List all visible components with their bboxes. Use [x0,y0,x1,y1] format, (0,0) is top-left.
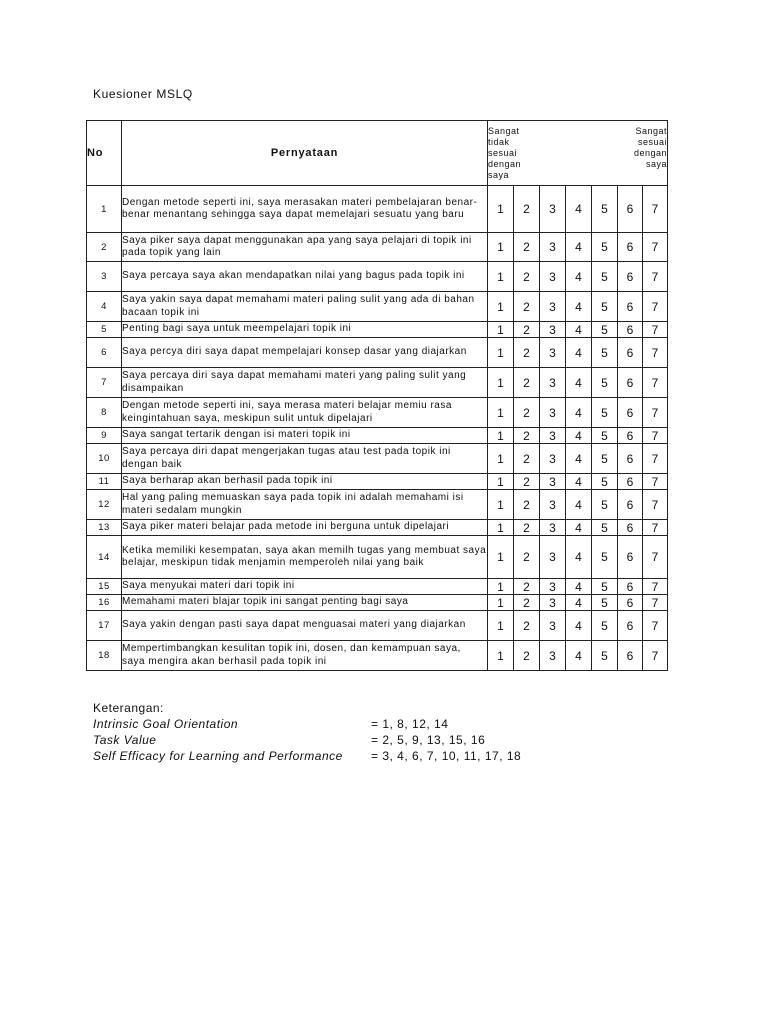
row-number: 10 [87,444,122,474]
scale-option-3[interactable]: 3 [540,398,566,428]
scale-option-2[interactable]: 2 [514,444,540,474]
table-row [87,611,668,641]
statement-text: Saya piker materi belajar pada metode ini berguna untuk dipelajari [122,520,488,536]
note-item [93,732,521,748]
scale-option-3[interactable]: 3 [540,474,566,490]
scale-option-5[interactable]: 5 [592,579,618,595]
scale-label-line: saya [488,169,510,180]
scale-option-2[interactable]: 2 [514,428,540,444]
statement-text: Saya percya diri saya dapat mempelajari konsep dasar yang diajarkan [122,338,488,368]
scale-option-7[interactable]: 7 [643,398,668,428]
scale-option-5[interactable]: 5 [592,292,618,322]
table-row [87,322,668,338]
scale-option-5[interactable]: 5 [592,490,618,520]
statement-text: Dengan metode seperti ini, saya merasa materi belajar memiu rasa keingintahuan saya, meskipun sulit untuk dipelajari [122,398,488,428]
no-column-header: No [87,121,122,186]
scale-label-line: tidak [488,136,510,147]
scale-option-5[interactable]: 5 [592,595,618,611]
scale-option-7[interactable]: 7 [643,536,668,579]
scale-option-5[interactable]: 5 [592,444,618,474]
scale-option-2[interactable]: 2 [514,611,540,641]
scale-option-7[interactable]: 7 [643,233,668,262]
scale-option-7[interactable]: 7 [643,641,668,671]
scale-option-2[interactable]: 2 [514,520,540,536]
scale-option-3[interactable]: 3 [540,611,566,641]
scale-option-7[interactable]: 7 [643,444,668,474]
scale-option-4[interactable]: 4 [566,398,592,428]
row-number: 18 [87,641,122,671]
scale-label-line: Sangat [488,125,520,136]
scale-option-3[interactable]: 3 [540,262,566,292]
scale-label-line: sesuai [638,136,668,147]
scale-option-7[interactable]: 7 [643,595,668,611]
statement-text: Penting bagi saya untuk meempelajari topik ini [122,322,488,338]
table-row [87,338,668,368]
table-row [87,595,668,611]
scale-option-4[interactable]: 4 [566,322,592,338]
scale-option-1[interactable]: 1 [488,536,514,579]
scale-option-5[interactable]: 5 [592,536,618,579]
statement-text: Hal yang paling memuaskan saya pada topik ini adalah memahami isi materi sedalam mungkin [122,490,488,520]
table-body [87,186,668,671]
scale-option-6[interactable]: 6 [618,474,643,490]
scale-option-7[interactable]: 7 [643,262,668,292]
statement-text: Saya berharap akan berhasil pada topik ini [122,474,488,490]
scale-option-3[interactable]: 3 [540,595,566,611]
scale-option-3[interactable]: 3 [540,186,566,233]
statement-text: Ketika memiliki kesempatan, saya akan memilh tugas yang membuat saya belajar, meskipun tidak menjamin memperoleh nilai yang baik [122,536,488,579]
statement-column-header: Pernyataan [122,121,488,186]
scale-option-6[interactable]: 6 [618,490,643,520]
scale-option-4[interactable]: 4 [566,368,592,398]
scale-option-5[interactable]: 5 [592,233,618,262]
scale-option-3[interactable]: 3 [540,579,566,595]
table-row [87,398,668,428]
scale-option-5[interactable]: 5 [592,338,618,368]
scale-option-7[interactable]: 7 [643,368,668,398]
row-number: 14 [87,536,122,579]
row-number: 1 [87,186,122,233]
scale-option-2[interactable]: 2 [514,322,540,338]
scale-option-2[interactable]: 2 [514,398,540,428]
scale-option-2[interactable]: 2 [514,490,540,520]
statement-text: Saya percaya saya akan mendapatkan nilai yang bagus pada topik ini [122,262,488,292]
scale-option-4[interactable]: 4 [566,233,592,262]
questionnaire-table [86,120,668,671]
scale-option-5[interactable]: 5 [592,398,618,428]
scale-option-6[interactable]: 6 [618,641,643,671]
table-row [87,262,668,292]
scale-option-7[interactable]: 7 [643,490,668,520]
table-row [87,428,668,444]
table-row [87,520,668,536]
scale-option-2[interactable]: 2 [514,186,540,233]
row-number: 16 [87,595,122,611]
scale-option-6[interactable]: 6 [618,233,643,262]
scale-option-3[interactable]: 3 [540,233,566,262]
scale-left-label [488,126,521,181]
scale-option-6[interactable]: 6 [618,520,643,536]
scale-label-line: sesuai [488,147,518,158]
statement-text: Saya sangat tertarik dengan isi materi topik ini [122,428,488,444]
scale-option-1[interactable]: 1 [488,322,514,338]
note-label: Self Efficacy for Learning and Performance [93,749,343,763]
row-number: 12 [87,490,122,520]
row-number: 15 [87,579,122,595]
scale-option-1[interactable]: 1 [488,444,514,474]
scale-option-6[interactable]: 6 [618,444,643,474]
scale-column-header [488,121,668,186]
scale-option-4[interactable]: 4 [566,292,592,322]
scale-option-3[interactable]: 3 [540,490,566,520]
scale-option-3[interactable]: 3 [540,520,566,536]
scale-option-4[interactable]: 4 [566,428,592,444]
scale-label-line: saya [646,158,668,169]
scale-option-4[interactable]: 4 [566,474,592,490]
scale-option-1[interactable]: 1 [488,262,514,292]
scale-option-2[interactable]: 2 [514,579,540,595]
scale-right-label [634,126,667,181]
scale-option-4[interactable]: 4 [566,579,592,595]
scale-option-3[interactable]: 3 [540,292,566,322]
statement-text: Mempertimbangkan kesulitan topik ini, dosen, dan kemampuan saya, saya mengira akan berhasil pada topik ini [122,641,488,671]
scale-option-7[interactable]: 7 [643,292,668,322]
row-number: 9 [87,428,122,444]
row-number: 13 [87,520,122,536]
scale-option-7[interactable]: 7 [643,428,668,444]
scale-option-2[interactable]: 2 [514,233,540,262]
notes-heading: Keterangan: [93,701,164,715]
scale-option-1[interactable]: 1 [488,490,514,520]
scale-option-2[interactable]: 2 [514,262,540,292]
table-row [87,186,668,233]
statement-text: Saya piker saya dapat menggunakan apa yang saya pelajari di topik ini pada topik yang lain [122,233,488,262]
table-row [87,641,668,671]
scale-option-1[interactable]: 1 [488,428,514,444]
scale-option-4[interactable]: 4 [566,520,592,536]
row-number: 6 [87,338,122,368]
scale-option-4[interactable]: 4 [566,595,592,611]
scale-option-3[interactable]: 3 [540,322,566,338]
legend-notes [93,700,521,764]
row-number: 5 [87,322,122,338]
note-item [93,748,521,764]
scale-option-5[interactable]: 5 [592,611,618,641]
scale-option-5[interactable]: 5 [592,322,618,338]
statement-text: Dengan metode seperti ini, saya merasakan materi pembelajaran benar-benar menantang sehingga saya dapat memelajari sesuatu yang baru [122,186,488,233]
scale-option-5[interactable]: 5 [592,186,618,233]
scale-option-4[interactable]: 4 [566,338,592,368]
scale-option-5[interactable]: 5 [592,428,618,444]
scale-option-3[interactable]: 3 [540,536,566,579]
scale-option-2[interactable]: 2 [514,641,540,671]
note-value: = 1, 8, 12, 14 [371,717,449,731]
scale-option-2[interactable]: 2 [514,292,540,322]
scale-option-1[interactable]: 1 [488,186,514,233]
scale-option-6[interactable]: 6 [618,611,643,641]
scale-option-1[interactable]: 1 [488,233,514,262]
row-number: 17 [87,611,122,641]
scale-option-4[interactable]: 4 [566,490,592,520]
statement-text: Saya yakin dengan pasti saya dapat menguasai materi yang diajarkan [122,611,488,641]
scale-option-6[interactable]: 6 [618,262,643,292]
table-row [87,444,668,474]
table-row [87,474,668,490]
scale-option-1[interactable]: 1 [488,368,514,398]
scale-option-5[interactable]: 5 [592,641,618,671]
statement-text: Saya menyukai materi dari topik ini [122,579,488,595]
table-row [87,233,668,262]
scale-option-5[interactable]: 5 [592,368,618,398]
scale-option-4[interactable]: 4 [566,611,592,641]
scale-option-6[interactable]: 6 [618,428,643,444]
row-number: 3 [87,262,122,292]
scale-option-1[interactable]: 1 [488,474,514,490]
scale-option-1[interactable]: 1 [488,595,514,611]
note-value: = 3, 4, 6, 7, 10, 11, 17, 18 [371,749,522,763]
table-row [87,536,668,579]
scale-option-6[interactable]: 6 [618,398,643,428]
row-number: 11 [87,474,122,490]
scale-option-2[interactable]: 2 [514,368,540,398]
scale-option-7[interactable]: 7 [643,474,668,490]
scale-option-4[interactable]: 4 [566,536,592,579]
scale-option-1[interactable]: 1 [488,398,514,428]
table-row [87,579,668,595]
scale-option-2[interactable]: 2 [514,536,540,579]
scale-option-2[interactable]: 2 [514,595,540,611]
scale-option-6[interactable]: 6 [618,292,643,322]
scale-option-1[interactable]: 1 [488,520,514,536]
scale-option-6[interactable]: 6 [618,186,643,233]
scale-option-6[interactable]: 6 [618,595,643,611]
scale-option-3[interactable]: 3 [540,641,566,671]
scale-option-6[interactable]: 6 [618,338,643,368]
scale-option-4[interactable]: 4 [566,444,592,474]
row-number: 4 [87,292,122,322]
statement-text: Memahami materi blajar topik ini sangat penting bagi saya [122,595,488,611]
statement-text: Saya percaya diri saya dapat memahami materi yang paling sulit yang disampaikan [122,368,488,398]
scale-option-2[interactable]: 2 [514,338,540,368]
scale-option-1[interactable]: 1 [488,579,514,595]
scale-option-4[interactable]: 4 [566,641,592,671]
row-number: 7 [87,368,122,398]
scale-option-3[interactable]: 3 [540,444,566,474]
scale-option-1[interactable]: 1 [488,641,514,671]
scale-option-5[interactable]: 5 [592,520,618,536]
scale-option-3[interactable]: 3 [540,338,566,368]
scale-option-2[interactable]: 2 [514,474,540,490]
scale-option-7[interactable]: 7 [643,338,668,368]
statement-text: Saya percaya diri dapat mengerjakan tugas atau test pada topik ini dengan baik [122,444,488,474]
scale-option-4[interactable]: 4 [566,186,592,233]
row-number: 2 [87,233,122,262]
scale-label-line: dengan [634,147,668,158]
document-title: Kuesioner MSLQ [93,87,193,101]
statement-text: Saya yakin saya dapat memahami materi paling sulit yang ada di bahan bacaan topik ini [122,292,488,322]
scale-option-7[interactable]: 7 [643,322,668,338]
table-header-row [87,121,668,186]
scale-option-3[interactable]: 3 [540,428,566,444]
scale-option-7[interactable]: 7 [643,520,668,536]
scale-option-5[interactable]: 5 [592,262,618,292]
scale-label-line: Sangat [635,125,668,136]
scale-option-4[interactable]: 4 [566,262,592,292]
note-label: Intrinsic Goal Orientation [93,717,239,731]
note-item [93,716,521,732]
note-value: = 2, 5, 9, 13, 15, 16 [371,733,486,747]
table-row [87,490,668,520]
scale-option-1[interactable]: 1 [488,292,514,322]
scale-option-6[interactable]: 6 [618,579,643,595]
scale-option-3[interactable]: 3 [540,368,566,398]
row-number: 8 [87,398,122,428]
notes-list [93,716,521,764]
scale-option-6[interactable]: 6 [618,322,643,338]
scale-option-6[interactable]: 6 [618,536,643,579]
scale-option-1[interactable]: 1 [488,338,514,368]
note-label: Task Value [93,733,157,747]
scale-option-5[interactable]: 5 [592,474,618,490]
scale-option-6[interactable]: 6 [618,368,643,398]
table-row [87,368,668,398]
scale-option-7[interactable]: 7 [643,186,668,233]
scale-option-1[interactable]: 1 [488,611,514,641]
table-row [87,292,668,322]
scale-option-7[interactable]: 7 [643,579,668,595]
scale-label-line: dengan [488,158,522,169]
scale-option-7[interactable]: 7 [643,611,668,641]
